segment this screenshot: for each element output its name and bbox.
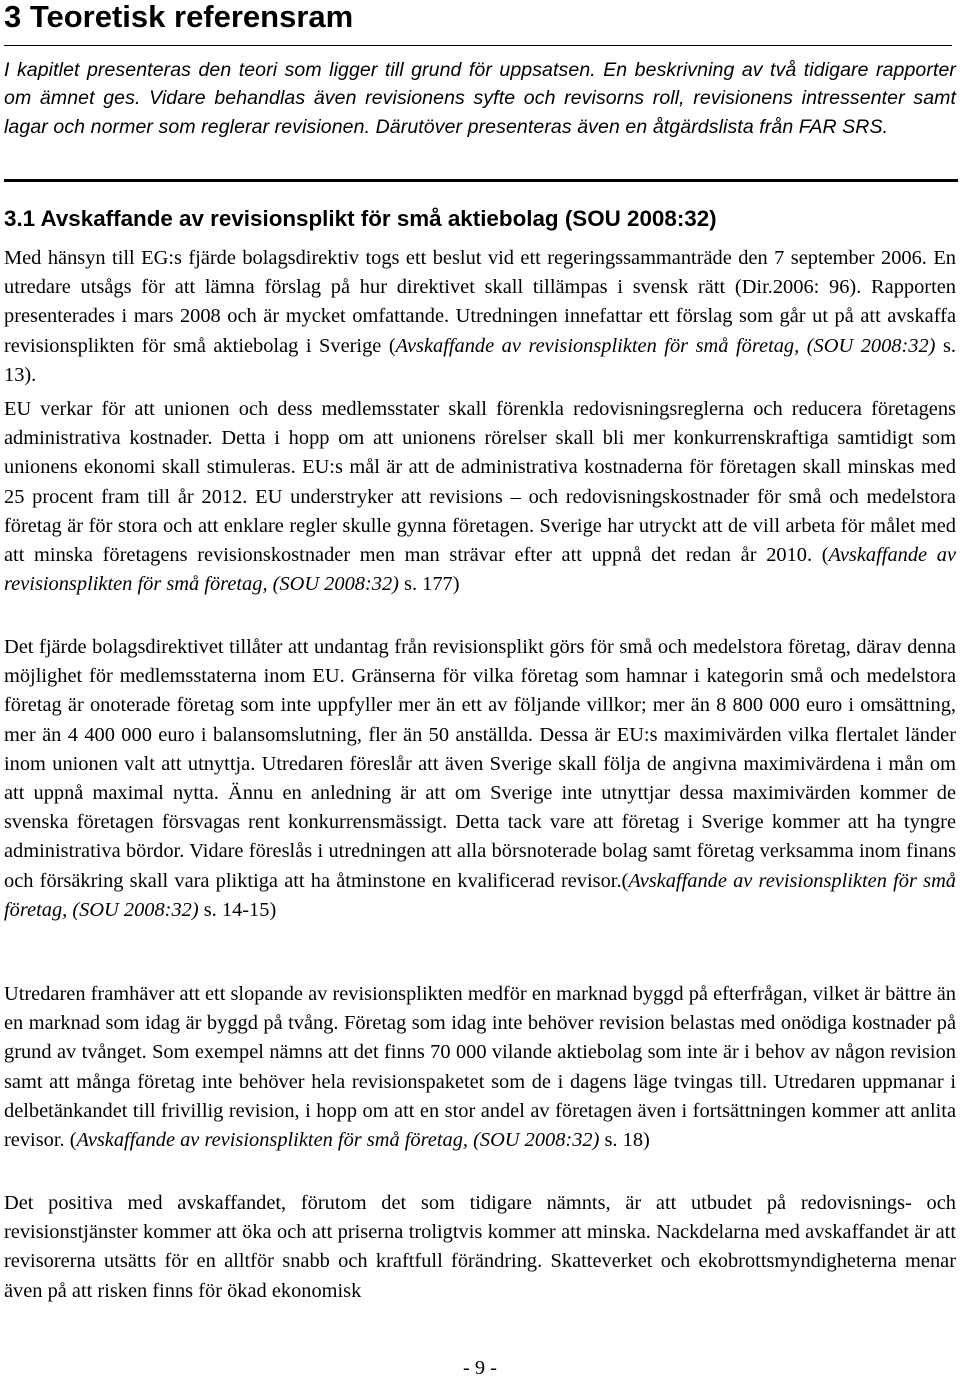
page-number: - 9 - — [463, 1357, 497, 1379]
citation: Avskaffande av revisionsplikten för små företag, (SOU 2008:32) — [4, 869, 956, 921]
paragraph — [4, 980, 956, 1155]
citation-page: s. 18) — [599, 1129, 650, 1152]
paragraph — [4, 1189, 956, 1306]
paragraph — [4, 633, 956, 925]
paragraph-text: Det fjärde bolagsdirektivet tillåter att undantag från revisionsplikt görs för små och medelstora företag, därav denna möjlighet för medlemsstaterna inom EU. Gränserna för vilka företag som hamnar i kategorin små och medelstora företag är onoterade företag som inte uppfyller mer än ett av följande villkor; mer än 8 800 000 euro i omsättning, mer än 4 400 000 euro i balansomslutning, fler än 50 anställda. Dessa är EU:s maximivärden vilka flertalet länder inom unionen valt att utnyttja. Utredaren föreslår att även Sverige skall följa de angivna maximivärdena i mån om att uppnå maximal nytta. Ännu en anledning är att om Sverige inte utnyttjar dessa maximivärden kommer de svenska företagen försvagas rent konkurrensmässigt. Detta tack vare att företag i Sverige kommer att ha tyngre administrativa bördor. Vidare föreslås i utredningen att alla börsnoterade bolag samt företag verksamma inom finans och försäkring skall vara pliktiga att ha åtminstone en kvalificerad revisor.( — [4, 636, 956, 892]
paragraph-text: EU verkar för att unionen och dess medlemsstater skall förenkla redovisningsreglerna och reducera företagens administrativa kostnader. Detta i hopp om att unionens rörelser skall bli mer konkurrenskraftiga samtidigt som unionens ekonomi skall stimuleras. EU:s mål är att de administrativa kostnaderna för företagen skall minskas med 25 procent fram till år 2012. EU understryker att revisions – och redovisningskostnader för små och medelstora företag är för stora och att enklare regler skulle gynna företagen. Sverige har utryckt att de vill arbeta för målet med att minska företagens revisionskostnader men man strävar efter att uppnå det redan år 2010. ( — [4, 398, 956, 567]
paragraph-text: Det positiva med avskaffandet, förutom det som tidigare nämnts, är att utbudet på redovisnings- och revisionstjänster kommer att öka och att priserna troligtvis kommer att minska. Nackdelarna med avskaffandet är att revisorerna utsätts för en alltför snabb och kraftfull förändring. Skatteverket och ekobrottsmyndigheterna menar även på att risken finns för ökad ekonomisk — [4, 1192, 956, 1302]
paragraph-text: Med hänsyn till EG:s fjärde bolagsdirektiv togs ett beslut vid ett regeringssammanträde den 7 september 2006. En utredare utsågs för att lämna förslag på hur direktivet skall tillämpas i svensk rätt (Dir.2006: 96). Rapporten presenterades i mars 2008 och är mycket omfattande. Utredningen innefattar ett förslag som går ut på att avskaffa revisionsplikten för små aktiebolag i Sverige ( — [4, 247, 956, 357]
citation-page: s. 14-15) — [198, 898, 277, 921]
citation-page: s. 177) — [398, 573, 460, 596]
citation-page: s. 13). — [4, 334, 956, 386]
citation: Avskaffande av revisionsplikten för små företag, (SOU 2008:32) — [4, 544, 956, 596]
paragraph — [4, 395, 956, 599]
section-title: 3.1 Avskaffande av revisionsplikt för små aktiebolag (SOU 2008:32) — [4, 206, 717, 231]
citation: Avskaffande av revisionsplikten för små företag, (SOU 2008:32) — [76, 1129, 600, 1152]
chapter-intro: I kapitlet presenteras den teori som ligger till grund för uppsatsen. En beskrivning av två tidigare rapporter om ämnet ges. Vidare behandlas även revisionens syfte och revisorns roll, revisionens intressenter samt lagar och normer som reglerar revisionen. Därutöver presenteras även en åtgärdslista från FAR SRS. — [4, 59, 956, 138]
chapter-title: 3 Teoretisk referensram — [4, 0, 354, 34]
paragraph — [4, 244, 956, 390]
intro-divider — [4, 179, 958, 182]
citation: Avskaffande av revisionsplikten för små företag, (SOU 2008:32) — [395, 334, 936, 357]
title-underline — [4, 45, 952, 46]
paragraph-text: Utredaren framhäver att ett slopande av revisionsplikten medför en marknad byggd på efterfrågan, vilket är bättre än en marknad som idag är byggd på tvång. Företag som idag inte behöver revision belastas med onödiga kostnader på grund av tvånget. Som exempel nämns att det finns 70 000 vilande aktiebolag som inte är i behov av någon revision samt att många företag inte behöver hela revisionspaketet som de i dagens läge tvingas till. Utredaren uppmanar i delbetänkandet till frivillig revision, i hopp om att en stor andel av företagen även i fortsättningen kommer att anlita revisor. ( — [4, 983, 956, 1152]
